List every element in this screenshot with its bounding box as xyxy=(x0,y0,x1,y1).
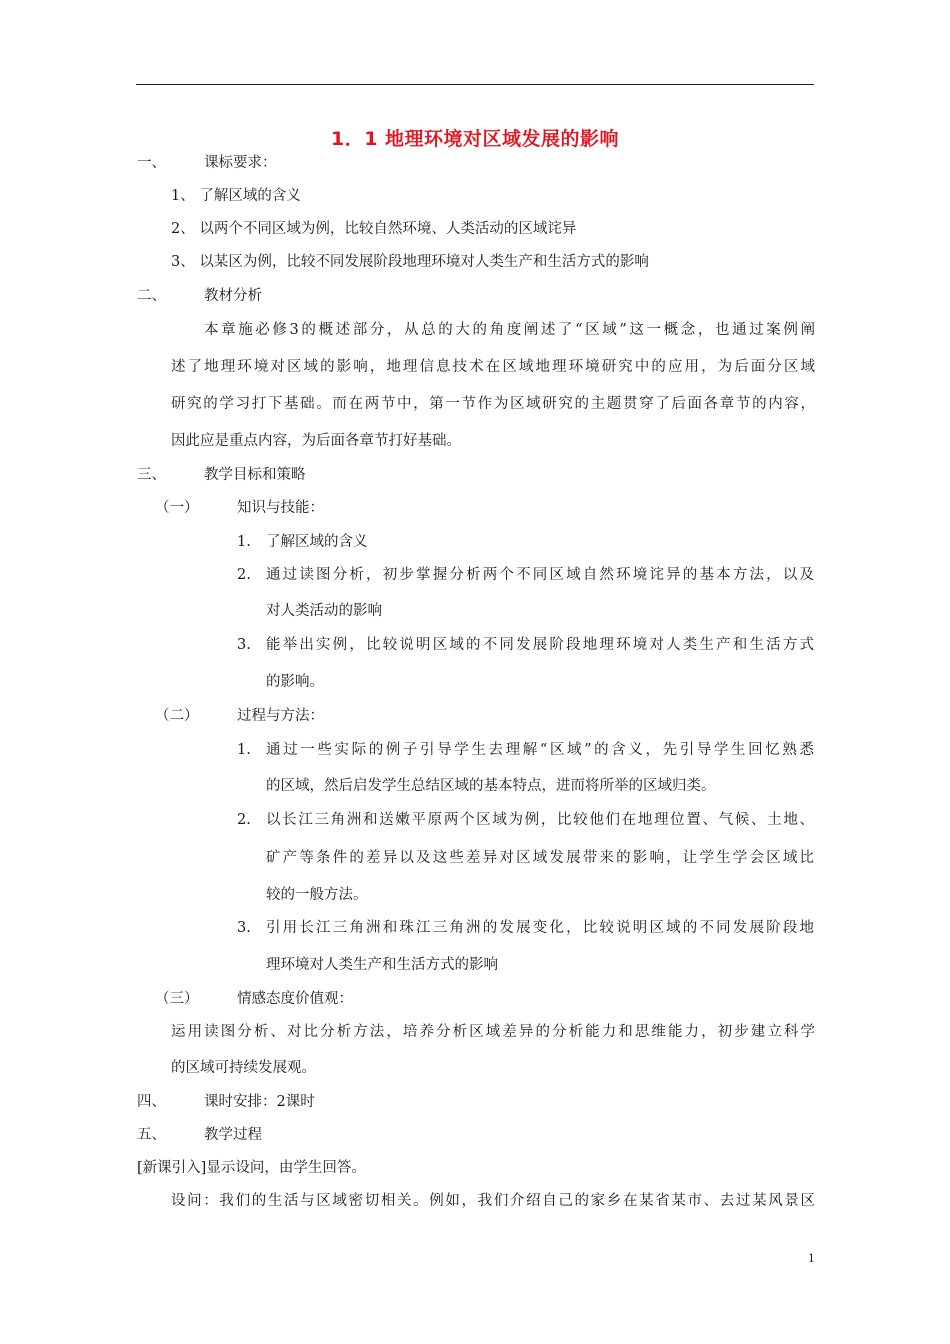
section-heading: 教学目标和策略 xyxy=(204,467,306,483)
section-heading: 课时安排：2课时 xyxy=(204,1094,315,1110)
item-number: 1. xyxy=(237,534,251,550)
paragraph-line: 述了地理环境对区域的影响，地理信息技术在区域地理环境研究中的应用，为后面分区域 xyxy=(171,359,815,375)
paragraph-line: 运用读图分析、对比分析方法，培养分析区域差异的分析能力和思维能力，初步建立科学 xyxy=(171,1024,815,1040)
paragraph-line: 设问：我们的生活与区域密切相关。例如，我们介绍自己的家乡在某省某市、去过某风景区 xyxy=(171,1193,815,1209)
section-heading: 课标要求： xyxy=(204,155,277,171)
subsection-marker: （三） xyxy=(155,991,199,1007)
section-heading: 教学过程 xyxy=(204,1127,262,1143)
item-number: 3. xyxy=(237,920,251,936)
subsection-marker: （二） xyxy=(155,708,199,724)
item-text: 通过一些实际的例子引导学生去理解“区域”的含义，先引导学生回忆熟悉 xyxy=(266,742,814,758)
list-item: 2、 以两个不同区域为例，比较自然环境、人类活动的区域诧异 xyxy=(171,221,577,237)
item-text: 通过读图分析，初步掌握分析两个不同区域自然环境诧异的基本方法，以及 xyxy=(266,567,814,583)
item-text: 矿产等条件的差异以及这些差异对区域发展带来的影响，让学生学会区域比 xyxy=(266,850,814,866)
section-marker: 五、 xyxy=(137,1127,166,1143)
item-number: 1. xyxy=(237,742,251,758)
subsection-heading: 过程与方法： xyxy=(237,708,324,724)
item-text: 理环境对人类生产和生活方式的影响 xyxy=(266,957,498,973)
section-heading: 教材分析 xyxy=(204,288,262,304)
item-number: 2. xyxy=(237,567,251,583)
subsection-marker: （一） xyxy=(155,500,199,516)
paragraph-line: 研究的学习打下基础。而在两节中，第一节作为区域研究的主题贯穿了后面各章节的内容， xyxy=(171,396,815,412)
item-number: 3. xyxy=(237,637,251,653)
section-marker: 四、 xyxy=(137,1094,166,1110)
page-title: 1．1 地理环境对区域发展的影响 xyxy=(330,128,620,150)
section-marker: 三、 xyxy=(137,467,166,483)
section-marker: 一、 xyxy=(137,155,166,171)
lesson-intro: [新课引入]显示设问，由学生回答。 xyxy=(137,1160,366,1176)
paragraph-line: 本章施必修3的概述部分，从总的大的角度阐述了“区域”这一概念，也通过案例阐 xyxy=(204,322,815,338)
item-text: 对人类活动的影响 xyxy=(266,603,382,619)
subsection-heading: 知识与技能： xyxy=(237,500,324,516)
page-number: 1 xyxy=(808,1250,815,1265)
section-marker: 二、 xyxy=(137,288,166,304)
header-rule xyxy=(136,84,814,85)
item-text: 引用长江三角洲和珠江三角洲的发展变化，比较说明区域的不同发展阶段地 xyxy=(266,920,814,936)
item-number: 2. xyxy=(237,812,251,828)
list-item: 3、 以某区为例，比较不同发展阶段地理环境对人类生产和生活方式的影响 xyxy=(171,254,649,270)
item-text: 了解区域的含义 xyxy=(266,534,368,550)
item-text: 能举出实例，比较说明区域的不同发展阶段地理环境对人类生产和生活方式 xyxy=(266,637,814,653)
item-text: 以长江三角洲和送嫩平原两个区域为例，比较他们在地理位置、气候、土地、 xyxy=(266,812,814,828)
paragraph-line: 因此应是重点内容，为后面各章节打好基础。 xyxy=(171,433,461,449)
list-item: 1、 了解区域的含义 xyxy=(171,188,301,204)
subsection-heading: 情感态度价值观： xyxy=(237,991,353,1007)
item-text: 的影响。 xyxy=(266,674,324,690)
item-text: 较的一般方法。 xyxy=(266,887,368,903)
paragraph-line: 的区域可持续发展观。 xyxy=(171,1060,316,1076)
item-text: 的区域，然后启发学生总结区域的基本特点，进而将所举的区域归类。 xyxy=(266,778,716,794)
